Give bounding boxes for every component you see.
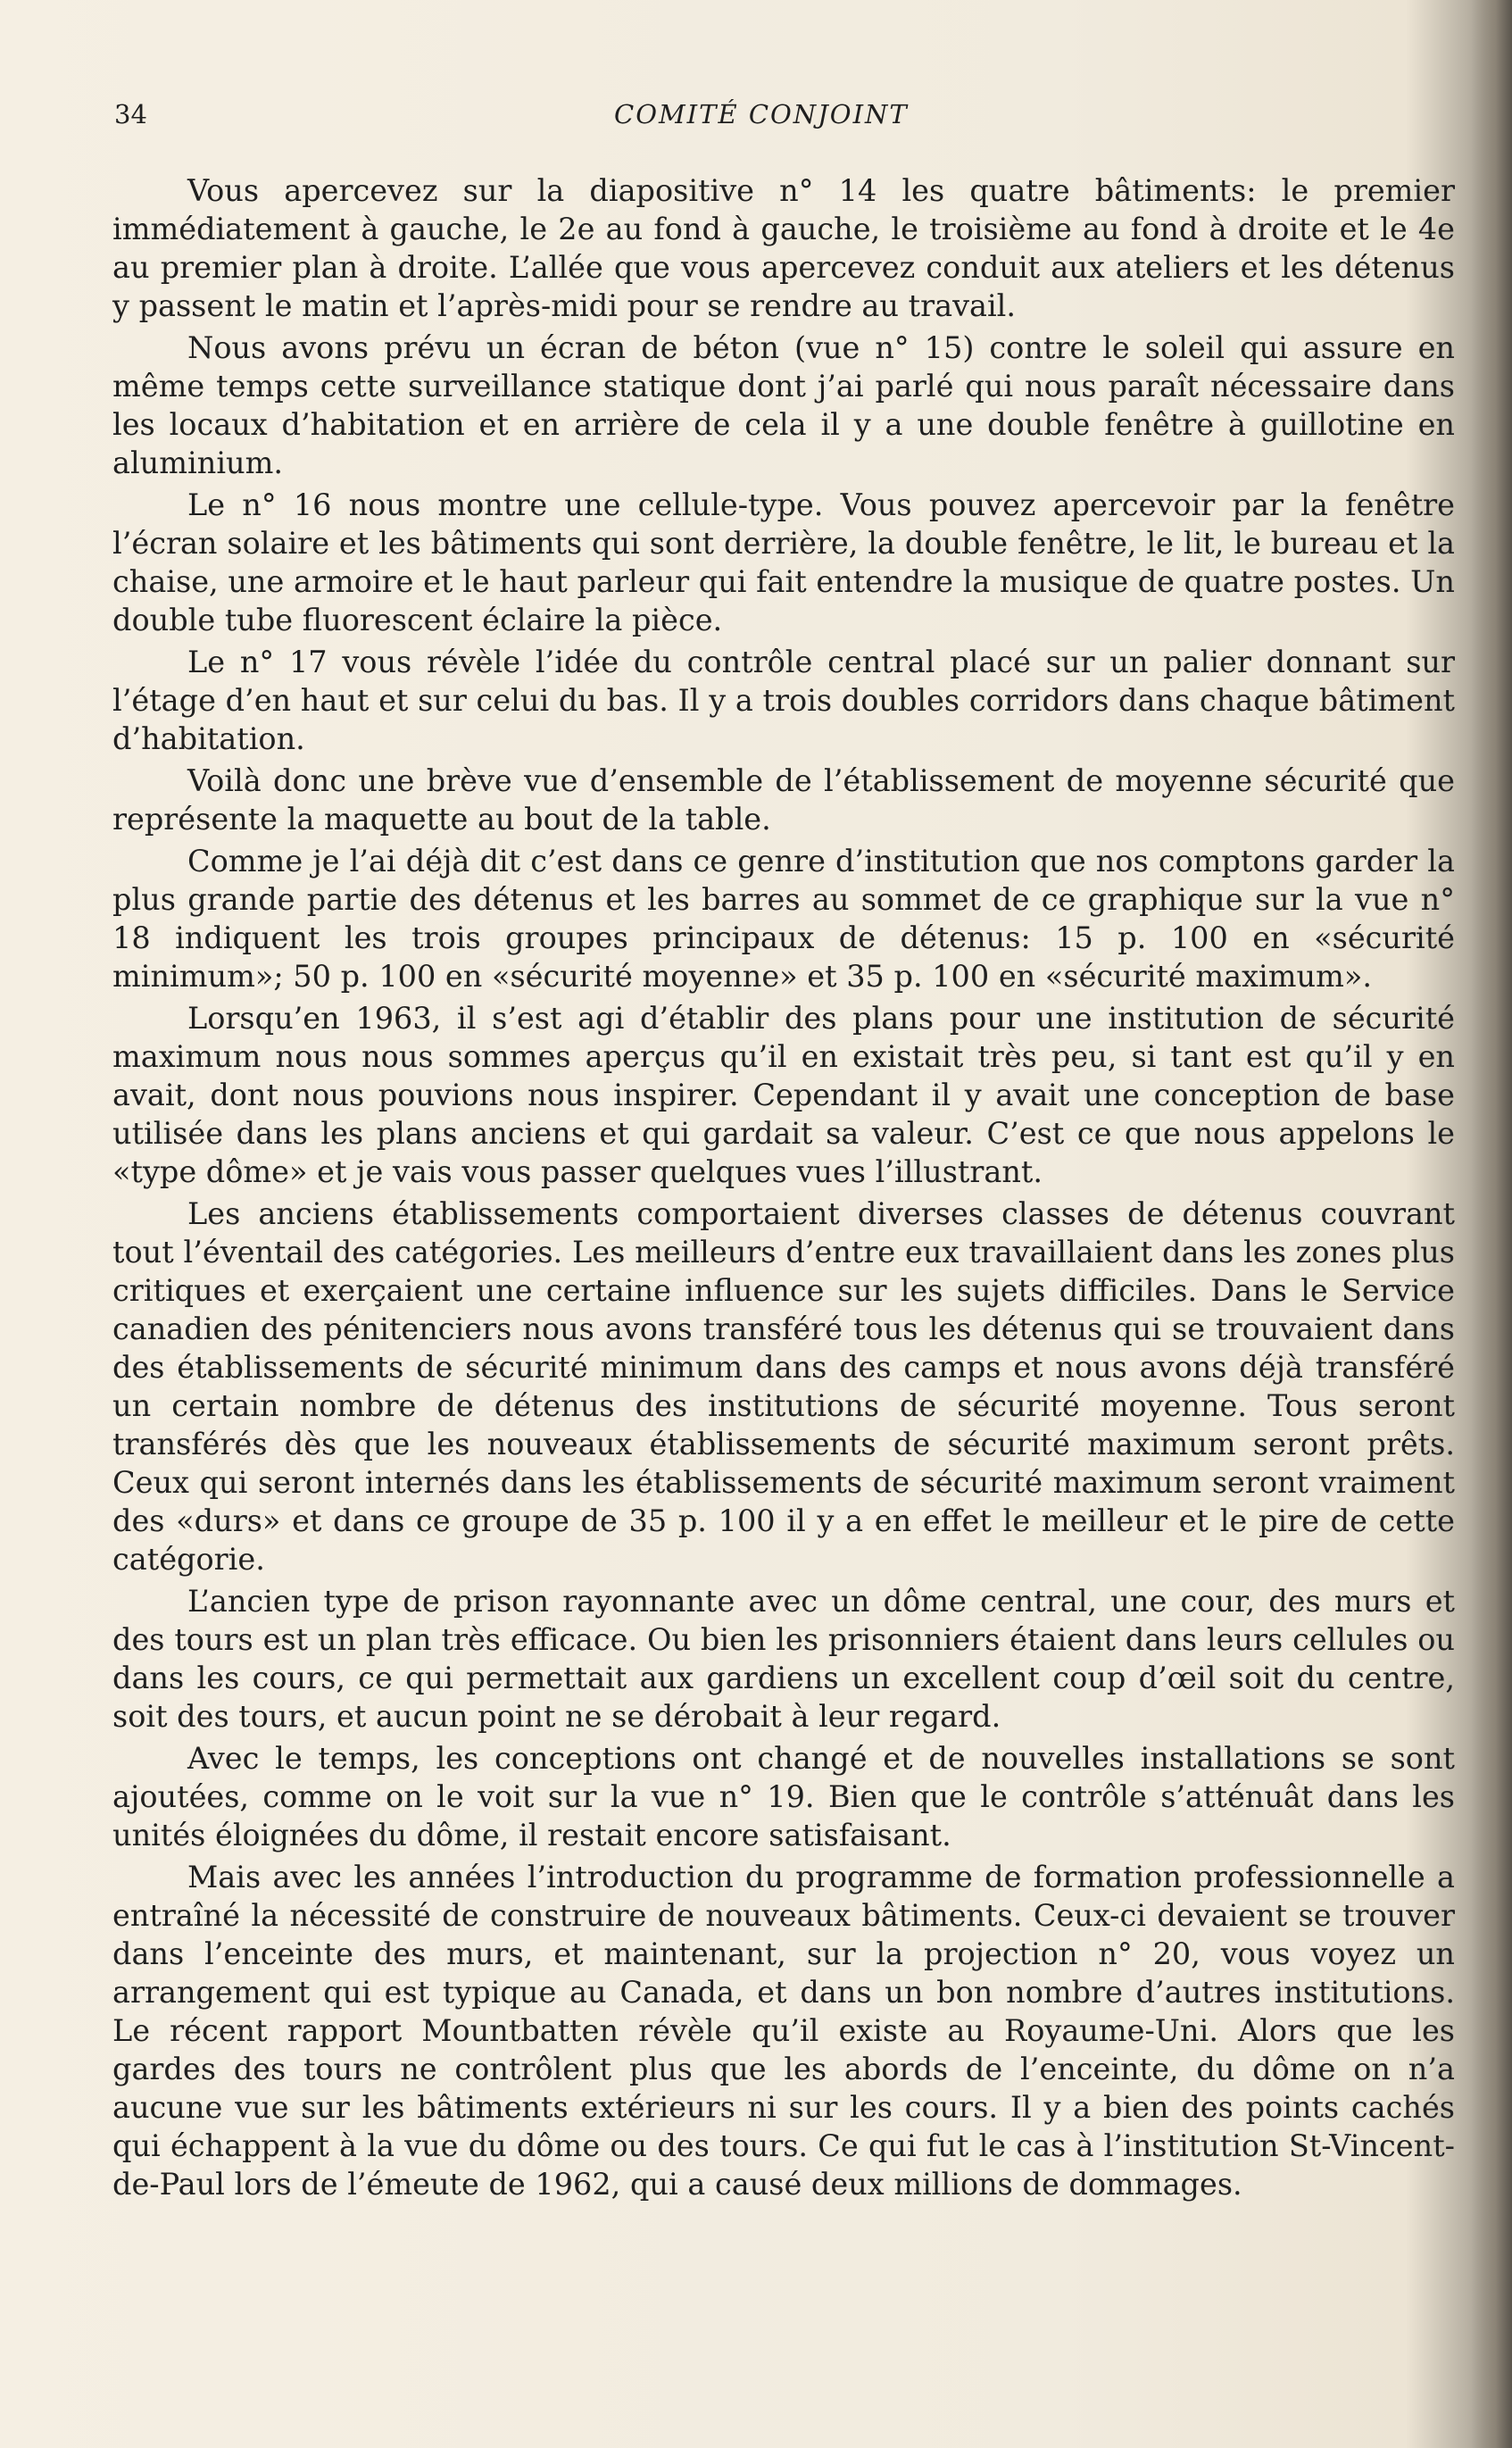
page-edge-shadow <box>1471 0 1512 2448</box>
paragraph-8: Les anciens établissements comportaient diverses classes de détenus couvrant tout l’éventail des catégories. Les meilleurs d’entre eux travaillaient dans les zones plus critiques et exerçaient une certaine influence sur les sujets difficiles. Dans le Service canadien des pénitenciers nous avons transféré tous les détenus qui se trouvaient dans des établissements de sécurité minimum dans des camps et nous avons déjà transféré un certain nombre de détenus des institutions de sécurité moyenne. Tous seront transférés dès que les nouveaux établissements de sécurité maximum seront prêts. Ceux qui seront internés dans les établissements de sécurité maximum seront vraiment des «durs» et dans ce groupe de 35 p. 100 il y a en effet le meilleur et le pire de cette catégorie. <box>112 1196 1455 1577</box>
page-number: 34 <box>114 99 147 129</box>
paragraph-9: L’ancien type de prison rayonnante avec un dôme central, une cour, des murs et des tours est un plan très efficace. Ou bien les prisonniers étaient dans leurs cellules ou dans les cours, ce qui permettait aux gardiens un excellent coup d’œil soit du centre, soit des tours, et aucun point ne se dérobait à leur regard. <box>112 1584 1455 1734</box>
paragraph-11: Mais avec les années l’introduction du programme de formation professionnelle a entraîné la nécessité de construire de nouveaux bâtiments. Ceux-ci devaient se trouver dans l’enceinte des murs, et maintenant, sur la projection n° 20, vous voyez un arrangement qui est typique au Canada, et dans un bon nombre d’autres institutions. Le récent rapport Mountbatten révèle qu’il existe au Royaume-Uni. Alors que les gardes des tours ne contrôlent plus que les abords de l’enceinte, du dôme on n’a aucune vue sur les bâtiments extérieurs ni sur les cours. Il y a bien des points cachés qui échappent à la vue du dôme ou des tours. Ce qui fut le cas à l’institution St-Vincent-de-Paul lors de l’émeute de 1962, qui a causé deux millions de dommages. <box>112 1860 1455 2202</box>
paragraph-4: Le n° 17 vous révèle l’idée du contrôle central placé sur un palier donnant sur l’étage d’en haut et sur celui du bas. Il y a trois doubles corridors dans chaque bâtiment d’habitation. <box>112 645 1455 756</box>
paragraph-3: Le n° 16 nous montre une cellule-type. Vous pouvez apercevoir par la fenêtre l’écran solaire et les bâtiments qui sont derrière, la double fenêtre, le lit, le bureau et la chaise, une armoire et le haut parleur qui fait entendre la musique de quatre postes. Un double tube fluorescent éclaire la pièce. <box>112 487 1455 637</box>
paragraph-1: Vous apercevez sur la diapositive n° 14 les quatre bâtiments: le premier immédiatement à gauche, le 2e au fond à gauche, le troisième au fond à droite et le 4e au premier plan à droite. L’allée que vous apercevez conduit aux ateliers et les détenus y passent le matin et l’après-midi pour se rendre au travail. <box>112 173 1455 323</box>
running-title: COMITÉ CONJOINT <box>614 99 909 129</box>
paragraph-2: Nous avons prévu un écran de béton (vue n° 15) contre le soleil qui assure en même temps cette surveillance statique dont j’ai parlé qui nous paraît nécessaire dans les locaux d’habitation et en arrière de cela il y a une double fenêtre à guillotine en aluminium. <box>112 330 1455 480</box>
paragraph-6: Comme je l’ai déjà dit c’est dans ce genre d’institution que nos comptons garder la plus grande partie des détenus et les barres au sommet de ce graphique sur la vue n° 18 indiquent les trois groupes principaux de détenus: 15 p. 100 en «sécurité minimum»; 50 p. 100 en «sécurité moyenne» et 35 p. 100 en «sécurité maximum». <box>112 844 1455 994</box>
paragraph-7: Lorsqu’en 1963, il s’est agi d’établir des plans pour une institution de sécurité maximum nous nous sommes aperçus qu’il en existait très peu, si tant est qu’il y en avait, dont nous pouvions nous inspirer. Cependant il y avait une conception de base utilisée dans les plans anciens et qui gardait sa valeur. C’est ce que nous appelons le «type dôme» et je vais vous passer quelques vues l’illustrant. <box>112 1001 1455 1189</box>
paragraph-10: Avec le temps, les conceptions ont changé et de nouvelles installations se sont ajoutées, comme on le voit sur la vue n° 19. Bien que le contrôle s’atténuât dans les unités éloignées du dôme, il restait encore satisfaisant. <box>112 1741 1455 1853</box>
paragraph-5: Voilà donc une brève vue d’ensemble de l’établissement de moyenne sécurité que représente la maquette au bout de la table. <box>112 763 1455 837</box>
page-header <box>114 96 1453 132</box>
body-text <box>112 171 1455 2207</box>
